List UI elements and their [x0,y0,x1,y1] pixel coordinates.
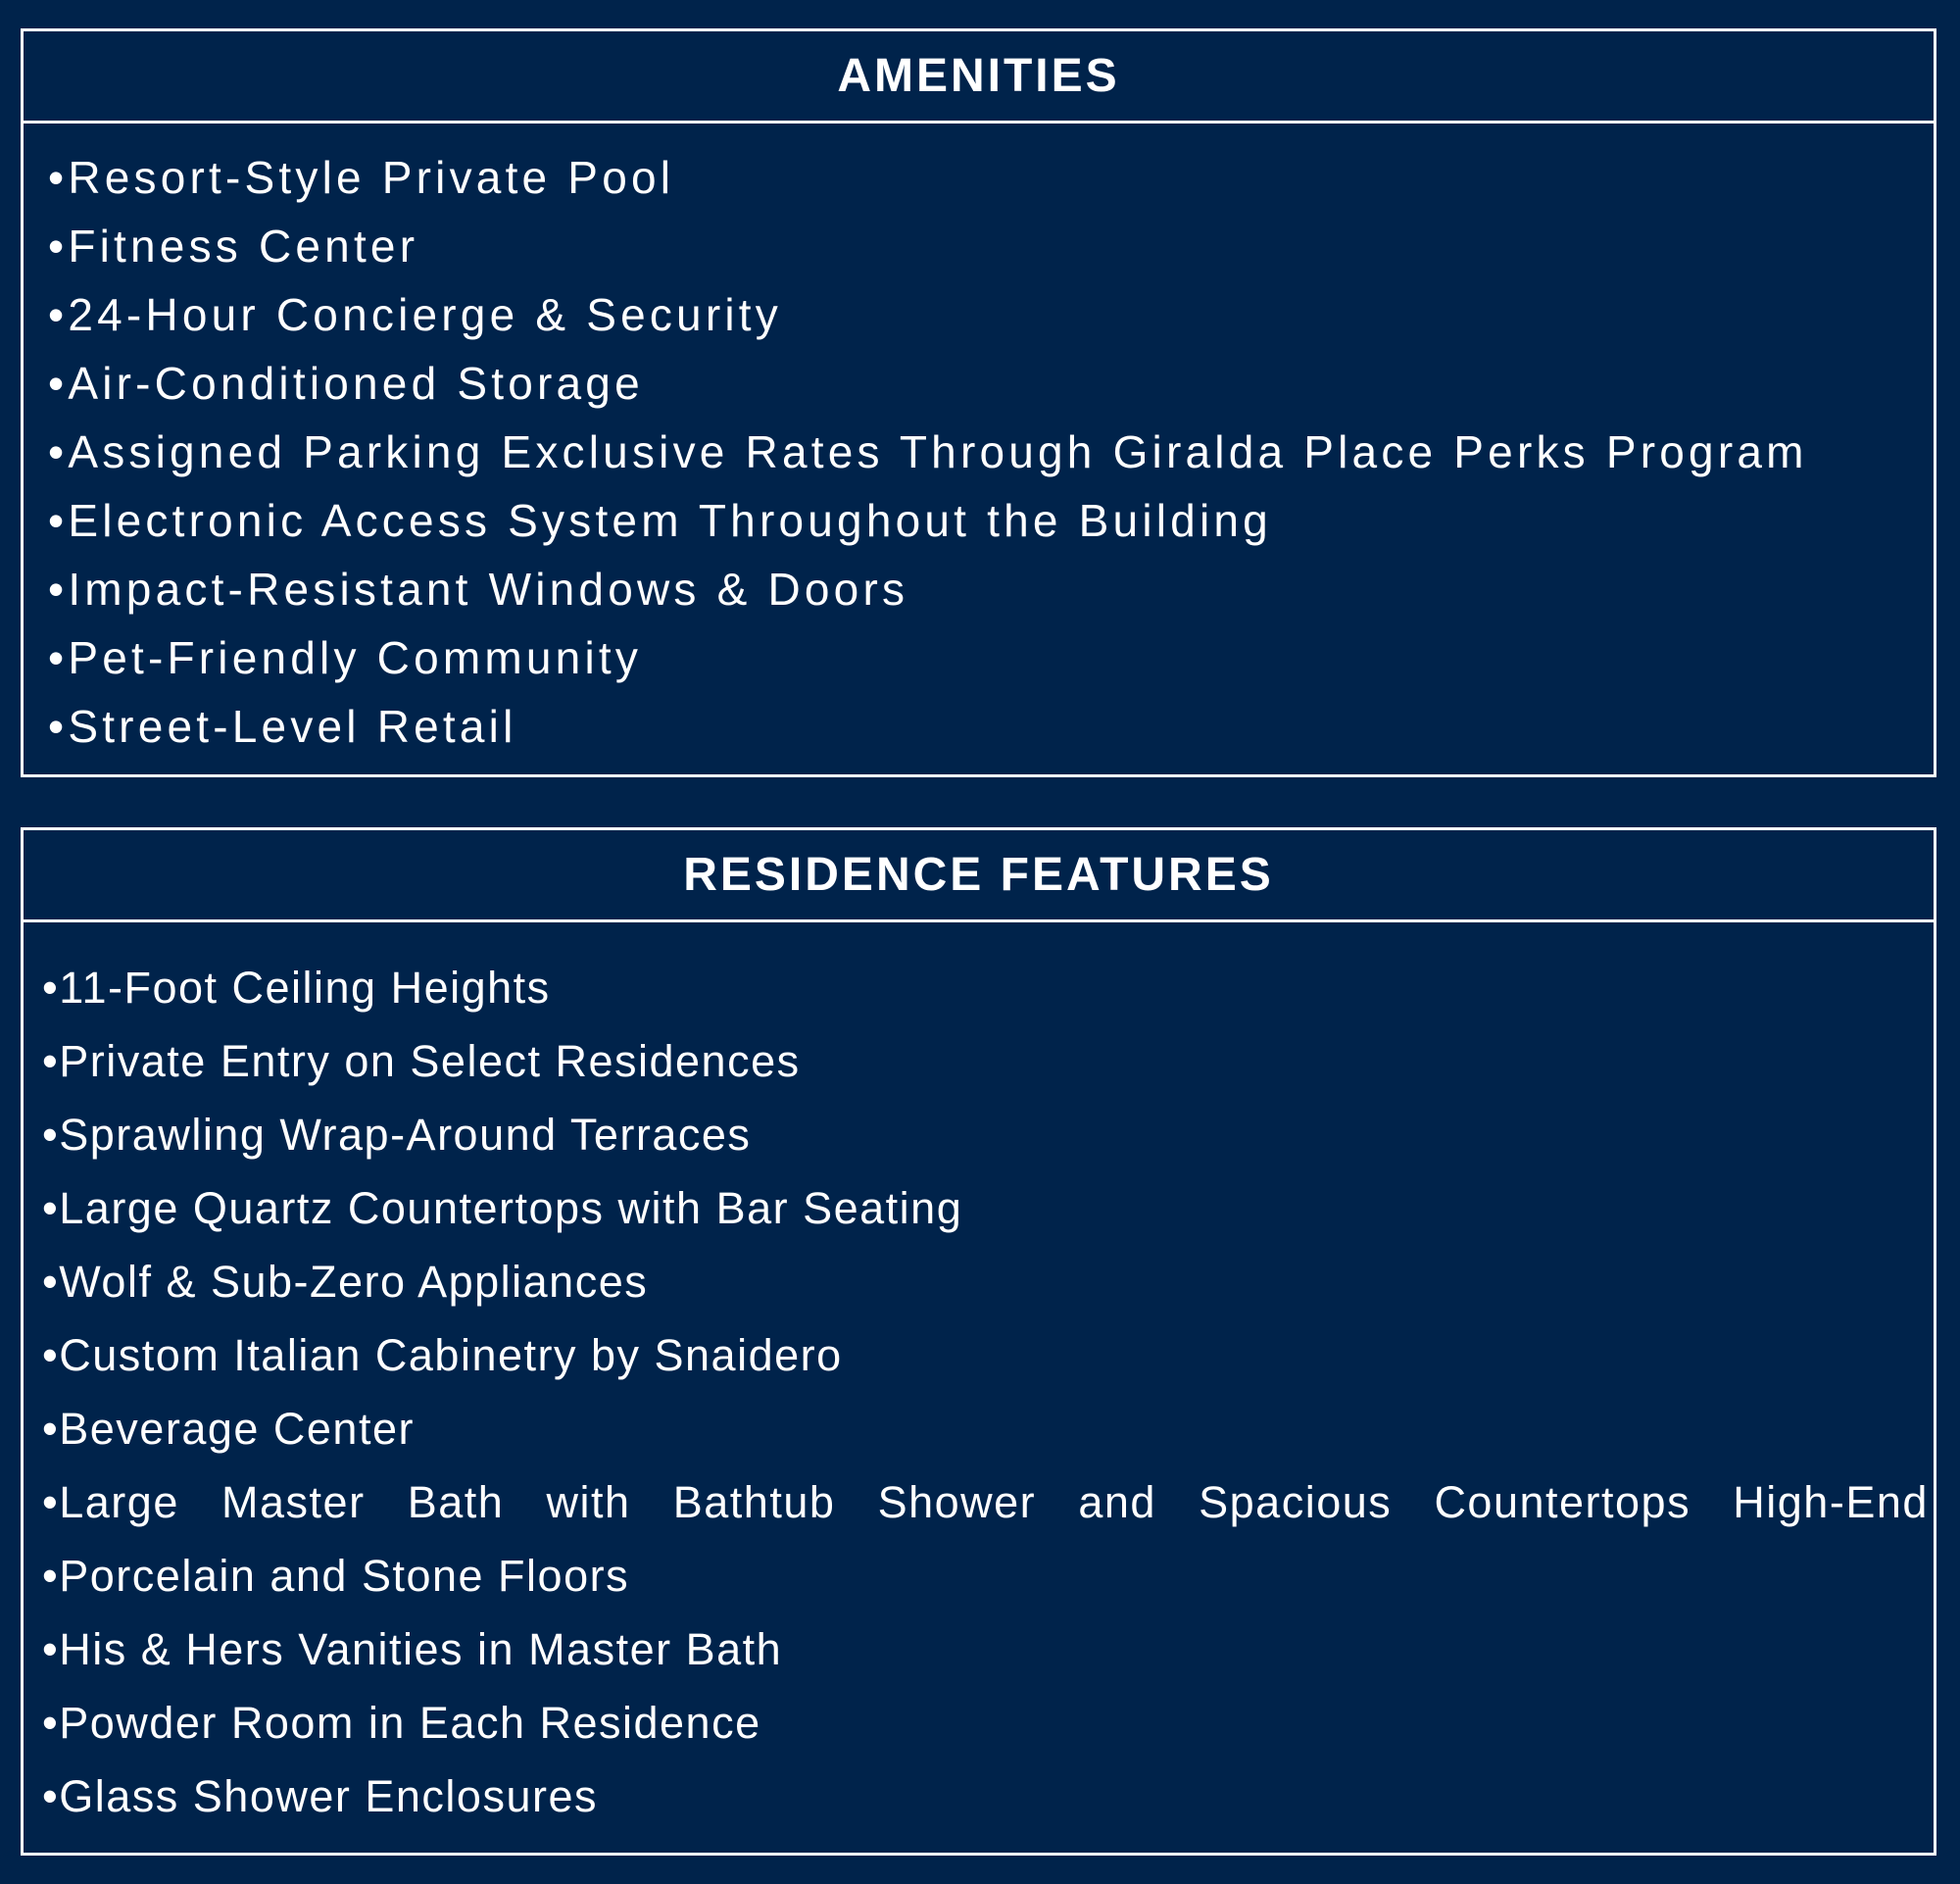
list-item-text: Glass Shower Enclosures [59,1771,598,1821]
bullet: • [48,289,69,340]
amenities-panel [21,28,1936,777]
list-item [48,280,1934,349]
bullet: • [42,1257,60,1307]
list-item-text: Private Entry on Select Residences [59,1036,801,1086]
list-item [42,951,1934,1024]
list-item-text: Custom Italian Cabinetry by Snaidero [59,1330,843,1380]
list-item [48,212,1934,280]
residence-features-header [24,830,1934,922]
list-item [42,1392,1934,1465]
list-item-text: His & Hers Vanities in Master Bath [59,1624,783,1674]
list-item [42,1245,1934,1318]
list-item [48,692,1934,761]
list-item-text: Wolf & Sub-Zero Appliances [59,1257,649,1307]
bullet: • [42,1110,60,1160]
list-item [48,486,1934,555]
list-item-text: Fitness Center [68,221,419,272]
list-item-text: Resort-Style Private Pool [68,152,675,203]
bullet: • [48,564,69,615]
justified-word: Spacious [1199,1477,1393,1527]
list-item-text: Sprawling Wrap-Around Terraces [59,1110,752,1160]
bullet: • [42,963,60,1013]
list-item [42,1612,1934,1686]
residence-features-title: RESIDENCE FEATURES [683,849,1274,901]
list-item-text: 11-Foot Ceiling Heights [59,963,551,1013]
list-item [48,555,1934,623]
list-item [42,1024,1934,1098]
justified-word: •Large [42,1477,179,1527]
justified-word: with [546,1477,631,1527]
bullet: • [42,1183,60,1233]
justified-word: Master [221,1477,366,1527]
bullet: • [42,1551,60,1601]
list-item-text: Porcelain and Stone Floors [59,1551,630,1601]
bullet: • [48,495,69,546]
amenities-title: AMENITIES [837,50,1120,102]
bullet: • [48,358,69,409]
justified-word: and [1078,1477,1156,1527]
bullet: • [42,1330,60,1380]
bullet: • [48,701,69,752]
bullet: • [48,632,69,683]
amenities-header [24,31,1934,124]
list-item [42,1760,1934,1833]
bullet: • [42,1624,60,1674]
bullet: • [48,426,69,477]
bullet: • [48,221,69,272]
justified-word: Shower [877,1477,1037,1527]
list-item [42,1318,1934,1392]
list-item [42,1686,1934,1760]
list-item-justified [42,1465,1929,1539]
list-item [48,349,1934,418]
list-item-text: Assigned Parking Exclusive Rates Through Giralda Place Perks Program [68,426,1808,477]
bullet: • [42,1404,60,1454]
list-item-text: Powder Room in Each Residence [59,1698,761,1748]
list-item-text: Large Quartz Countertops with Bar Seating [59,1183,963,1233]
list-item [42,1539,1934,1612]
list-item [48,418,1934,486]
residence-features-panel [21,827,1936,1856]
list-item-text: Pet-Friendly Community [68,632,643,683]
bullet: • [48,152,69,203]
bullet: • [42,1036,60,1086]
residence-features-list [24,922,1934,1833]
bullet: • [42,1698,60,1748]
list-item-text: Street-Level Retail [68,701,517,752]
list-item [42,1171,1934,1245]
list-item [48,623,1934,692]
list-item-text: 24-Hour Concierge & Security [68,289,782,340]
amenities-list [24,124,1934,761]
list-item-text: Air-Conditioned Storage [68,358,644,409]
justified-word: Bathtub [672,1477,836,1527]
justified-word: Bath [407,1477,505,1527]
justified-word: Countertops [1434,1477,1691,1527]
justified-word: High-End [1733,1477,1929,1527]
list-item [42,1098,1934,1171]
bullet: • [42,1771,60,1821]
list-item-text: Beverage Center [59,1404,415,1454]
list-item [48,143,1934,212]
list-item-text: Electronic Access System Throughout the Building [68,495,1272,546]
list-item-text: Impact-Resistant Windows & Doors [68,564,909,615]
